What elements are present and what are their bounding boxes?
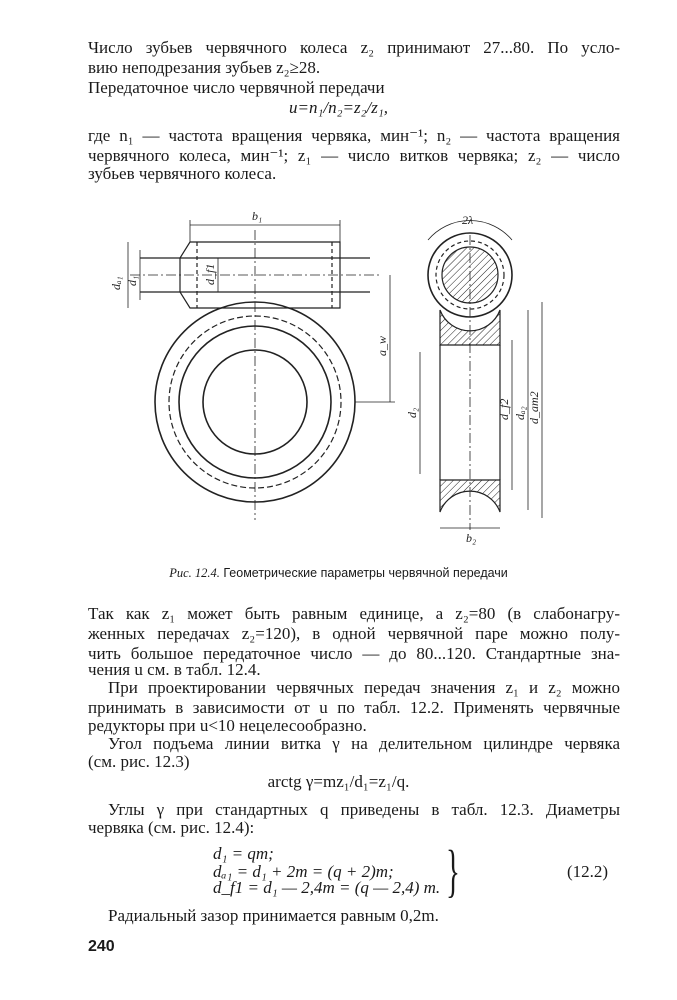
label-b2: b₂ — [466, 531, 477, 545]
text-line: Радиальный зазор принимается равным 0,2m. — [108, 906, 439, 925]
equation-brace: } — [446, 838, 460, 903]
label-two-lambda: 2λ — [462, 213, 474, 227]
worm-gear-drawing — [100, 200, 570, 550]
text-line: вию неподрезания зубьев z₂≥28. — [88, 58, 321, 77]
page-number: 240 — [88, 938, 115, 955]
text-line: женных передачах z₂=120), в одной червячной паре можно полу- — [88, 624, 620, 643]
text-line: принимать в зависимости от u по табл. 12.2. Применять червячные — [88, 698, 620, 717]
text-line: Число зубьев червячного колеса z₂ принимают 27...80. По усло- — [88, 38, 620, 57]
formula-lead-angle: arctg γ=mz₁/d₁=z₁/q. — [267, 772, 410, 791]
text-line: Угол подъема линии витка γ на делительном цилиндре червяка — [108, 734, 620, 753]
equation-d1: d₁ = qm; — [213, 844, 274, 863]
caption-prefix: Рис. 12.4. — [169, 566, 220, 580]
text-line: чить большое передаточное число — до 80...120. Стандартные зна- — [88, 644, 620, 663]
figure-caption — [0, 566, 677, 581]
text-line: Так как z₁ может быть равным единице, а z₂=80 (в слабонагру- — [88, 604, 620, 623]
text-line: где n₁ — частота вращения червяка, мин⁻¹; n₂ — частота вращения — [88, 126, 620, 145]
text-line: (см. рис. 12.3) — [88, 752, 190, 771]
label-d1: d₁ — [125, 275, 139, 286]
text-line: зубьев червячного колеса. — [88, 164, 277, 183]
label-aw: a_w — [375, 335, 389, 356]
text-line: При проектировании червячных передач значения z₁ и z₂ можно — [108, 678, 620, 697]
label-d2: d₂ — [405, 407, 419, 418]
text-line: редукторы при u<10 нецелесообразно. — [88, 716, 367, 735]
text-line: Передаточное число червячной передачи — [88, 78, 385, 97]
label-da2: dₐ₂ — [513, 406, 527, 420]
caption-text: Геометрические параметры червячной передачи — [223, 566, 508, 580]
equation-number: (12.2) — [567, 862, 609, 881]
label-df2: d_f2 — [497, 398, 511, 420]
equation-df1: d_f1 = d₁ — 2,4m = (q — 2,4) m. — [213, 878, 441, 897]
text-line: Углы γ при стандартных q приведены в табл. 12.3. Диаметры — [108, 800, 620, 819]
text-line: чения u см. в табл. 12.4. — [88, 660, 261, 679]
formula-gear-ratio: u=n₁/n₂=z₂/z₁, — [288, 98, 388, 117]
text-line: червяка (см. рис. 12.4): — [88, 818, 255, 837]
label-b1: b₁ — [252, 209, 263, 223]
label-da1: dₐ₁ — [109, 276, 123, 290]
label-dam2: d_am2 — [527, 391, 541, 424]
wheel-side-view — [420, 221, 542, 530]
label-df1: d_f1 — [203, 263, 217, 285]
worm-front-view — [128, 220, 395, 520]
text-line: червячного колеса, мин⁻¹; z₁ — число витков червяка; z₂ — число — [88, 146, 620, 165]
equation-da1: dₐ₁ = d₁ + 2m = (q + 2)m; — [213, 862, 394, 881]
